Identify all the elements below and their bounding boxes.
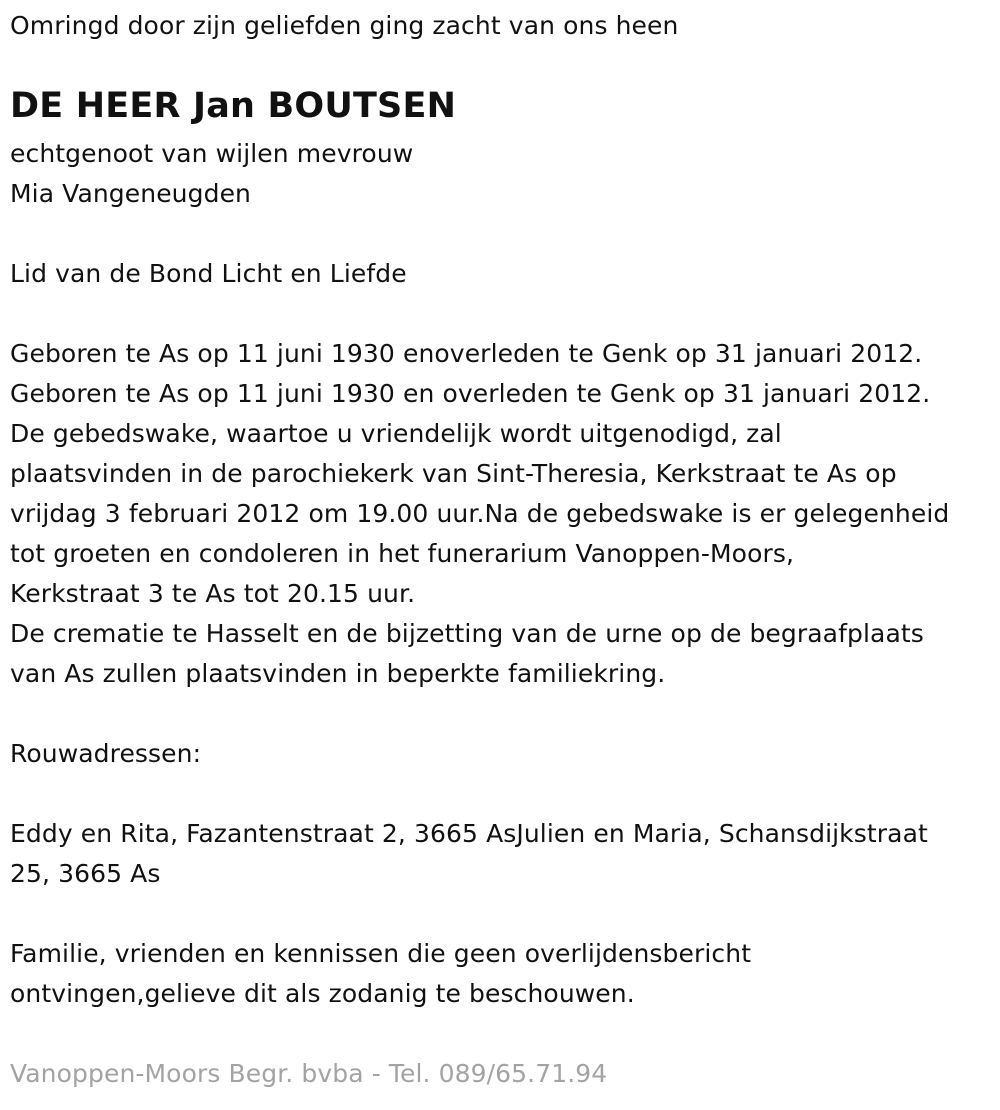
- body-line: Geboren te As op 11 juni 1930 en overleden te Genk op 31 januari 2012.: [10, 379, 931, 408]
- funeral-home-footer: Vanoppen-Moors Begr. bvba - Tel. 089/65.71.94: [10, 1059, 608, 1088]
- body-line: van As zullen plaatsvinden in beperkte familiekring.: [10, 659, 666, 688]
- membership-line: Lid van de Bond Licht en Liefde: [10, 259, 407, 288]
- spouse-line: Mia Vangeneugden: [10, 179, 251, 208]
- body-line: plaatsvinden in de parochiekerk van Sint-Theresia, Kerkstraat te As op: [10, 459, 897, 488]
- notice-line: Familie, vrienden en kennissen die geen overlijdensbericht: [10, 939, 752, 968]
- intro-line: Omringd door zijn geliefden ging zacht van ons heen: [10, 11, 679, 40]
- addresses-heading: [10, 734, 201, 774]
- body-line: Kerkstraat 3 te As tot 20.15 uur.: [10, 579, 416, 608]
- address-line: 25, 3665 As: [10, 859, 161, 888]
- mourning-addresses: [10, 814, 928, 894]
- body-line: Geboren te As op 11 juni 1930 enoverleden te Genk op 31 januari 2012.: [10, 339, 923, 368]
- spouse-line: echtgenoot van wijlen mevrouw: [10, 139, 414, 168]
- body-line: vrijdag 3 februari 2012 om 19.00 uur.Na de gebedswake is er gelegenheid: [10, 499, 950, 528]
- membership-section: [10, 254, 407, 294]
- spouse-section: [10, 134, 413, 214]
- body-line: tot groeten en condoleren in het funerarium Vanoppen-Moors,: [10, 539, 795, 568]
- body-line: De gebedswake, waartoe u vriendelijk wordt uitgenodigd, zal: [10, 419, 782, 448]
- deceased-name: DE HEER Jan BOUTSEN: [10, 86, 457, 126]
- address-line: Eddy en Rita, Fazantenstraat 2, 3665 AsJulien en Maria, Schansdijkstraat: [10, 819, 928, 848]
- notice-section: [10, 934, 751, 1014]
- body-line: De crematie te Hasselt en de bijzetting van de urne op de begraafplaats: [10, 619, 924, 648]
- funeral-details: [10, 334, 949, 694]
- addresses-title: Rouwadressen:: [10, 739, 202, 768]
- notice-line: ontvingen,gelieve dit als zodanig te beschouwen.: [10, 979, 635, 1008]
